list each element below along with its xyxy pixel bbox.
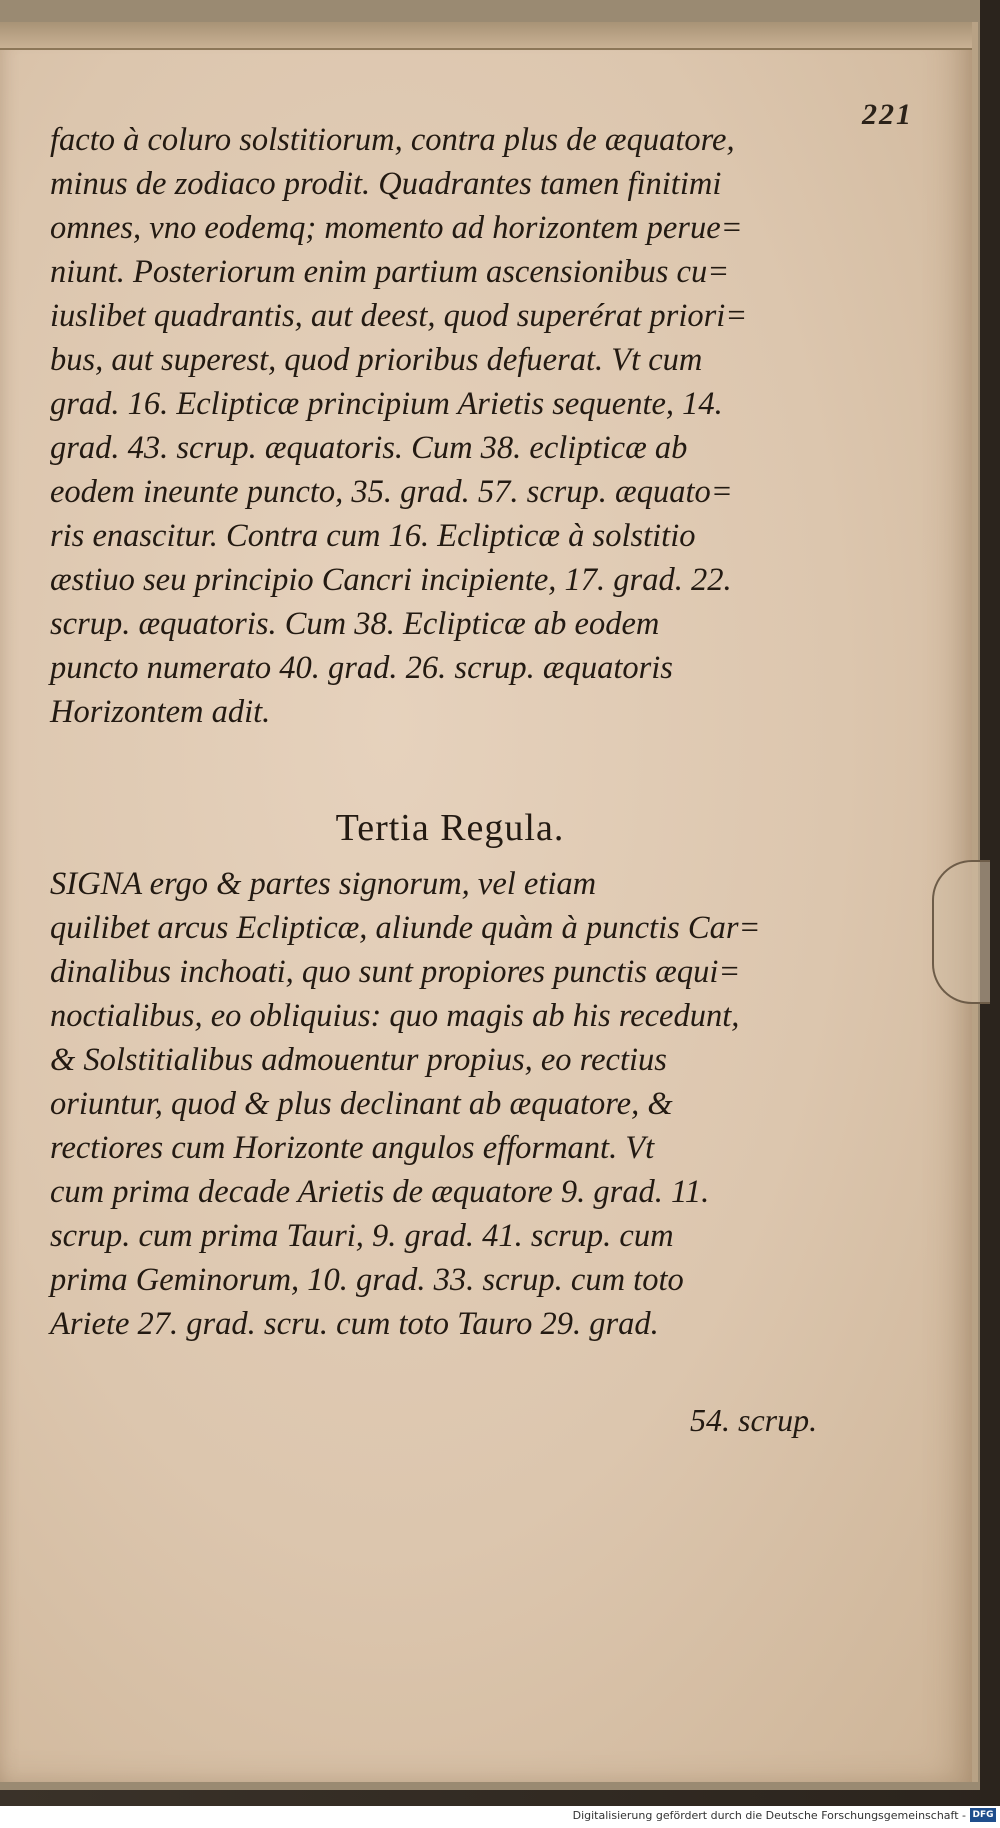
- text-line: niunt. Posteriorum enim partium ascensionibus cu=: [50, 254, 730, 290]
- catchword: 54. scrup.: [690, 1402, 818, 1438]
- page-clip-tab: [932, 860, 990, 1004]
- page-number: 221: [862, 98, 913, 131]
- text-line: & Solstitialibus admouentur propius, eo rectius: [50, 1042, 667, 1078]
- text-line: grad. 16. Eclipticæ principium Arietis sequente, 14.: [50, 386, 723, 422]
- text-line: facto à coluro solstitiorum, contra plus de æquatore,: [50, 122, 735, 158]
- text-line: scrup. æquatoris. Cum 38. Eclipticæ ab eodem: [50, 606, 660, 642]
- text-line: prima Geminorum, 10. grad. 33. scrup. cum toto: [50, 1262, 684, 1298]
- text-line: cum prima decade Arietis de æquatore 9. grad. 11.: [50, 1174, 710, 1210]
- text-line: bus, aut superest, quod prioribus defuerat. Vt cum: [50, 342, 703, 378]
- text-line: SIGNA ergo & partes signorum, vel etiam: [50, 866, 597, 902]
- text-line: dinalibus inchoati, quo sunt propiores punctis æqui=: [50, 954, 741, 990]
- body-text-bottom: [50, 862, 850, 1346]
- text-line: grad. 43. scrup. æquatoris. Cum 38. eclipticæ ab: [50, 430, 688, 466]
- text-line: minus de zodiaco prodit. Quadrantes tamen finitimi: [50, 166, 722, 202]
- body-text-top: [50, 118, 850, 734]
- text-line: rectiores cum Horizonte angulos efformant. Vt: [50, 1130, 655, 1166]
- text-line: Horizontem adit.: [50, 694, 271, 730]
- text-line: noctialibus, eo obliquius: quo magis ab his recedunt,: [50, 998, 740, 1034]
- text-line: quilibet arcus Eclipticæ, aliunde quàm à punctis Car=: [50, 910, 761, 946]
- text-line: puncto numerato 40. grad. 26. scrup. æquatoris: [50, 650, 673, 686]
- dfg-logo: DFG: [970, 1808, 996, 1822]
- text-line: eodem ineunte puncto, 35. grad. 57. scrup. æquato=: [50, 474, 733, 510]
- page-top-edge: [0, 22, 972, 50]
- section-heading: Tertia Regula.: [335, 807, 565, 849]
- text-line: æstiuo seu principio Cancri incipiente, 17. grad. 22.: [50, 562, 732, 598]
- text-line: ris enascitur. Contra cum 16. Eclipticæ à solstitio: [50, 518, 696, 554]
- footer-credit: Digitalisierung gefördert durch die Deutsche Forschungsgemeinschaft -: [572, 1809, 966, 1822]
- text-line: scrup. cum prima Tauri, 9. grad. 41. scrup. cum: [50, 1218, 674, 1254]
- text-line: oriuntur, quod & plus declinant ab æquatore, &: [50, 1086, 673, 1122]
- text-line: Ariete 27. grad. scru. cum toto Tauro 29. grad.: [50, 1306, 659, 1342]
- text-line: omnes, vno eodemq; momento ad horizontem perue=: [50, 210, 743, 246]
- text-line: iuslibet quadrantis, aut deest, quod superérat priori=: [50, 298, 748, 334]
